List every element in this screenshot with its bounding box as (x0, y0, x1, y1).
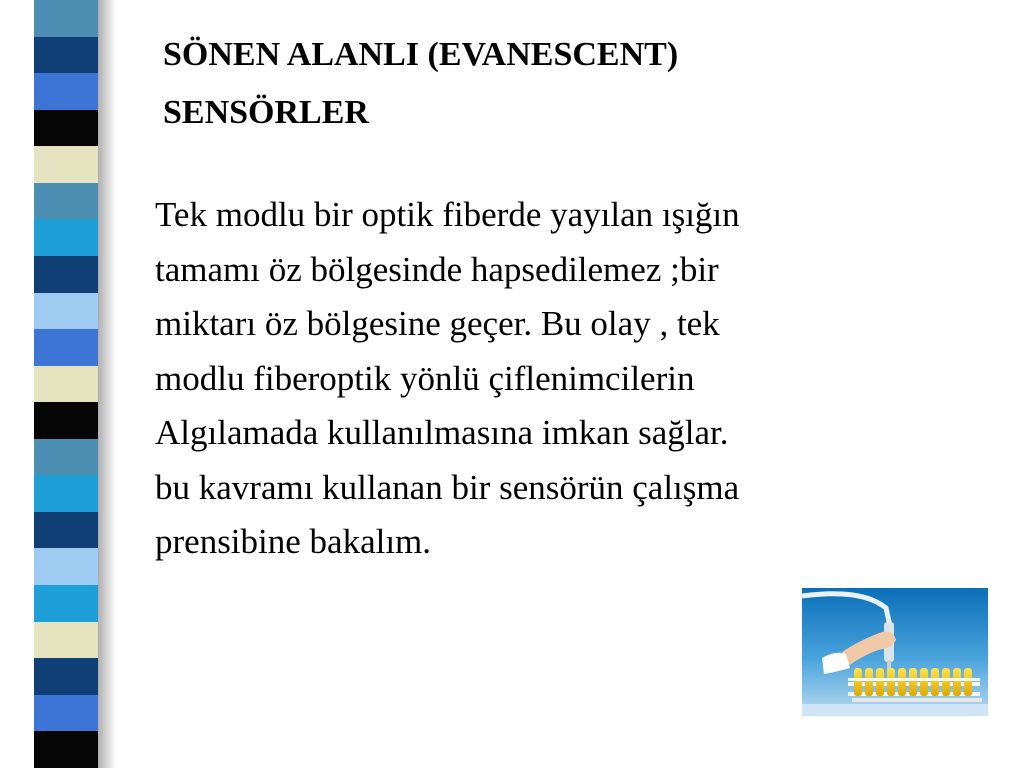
lab-pipette-test-tubes-photo (802, 588, 988, 716)
body-line: tamamı öz bölgesinde hapsedilemez ;bir (155, 249, 719, 289)
title-line-1: SÖNEN ALANLI (EVANESCENT) (163, 36, 679, 73)
title-line-2: SENSÖRLER (163, 94, 369, 131)
body-line: miktarı öz bölgesine geçer. Bu olay , tek (155, 304, 720, 343)
stripe-segment (34, 146, 98, 183)
body-line: Algılamada kullanılmasına imkan sağlar. (155, 413, 729, 452)
stripe-segment (34, 731, 98, 768)
stripe-segment (34, 366, 98, 403)
stripe-segment (34, 439, 98, 476)
stripe-segment (34, 183, 98, 220)
slide-body (155, 188, 955, 570)
stripe-segment (34, 73, 98, 110)
stripe-segment (34, 293, 98, 330)
stripe-segment (34, 402, 98, 439)
decorative-stripe-bar (34, 0, 98, 768)
stripe-segment (34, 695, 98, 732)
stripe-segment (34, 512, 98, 549)
photo-illustration (802, 588, 988, 716)
body-line: bu kavramı kullanan bir sensörün çalışma (155, 467, 740, 507)
stripe-segment (34, 585, 98, 622)
body-line: modlu fiberoptik yönlü çiflenimcilerin (155, 358, 695, 398)
stripe-segment (34, 110, 98, 147)
stripe-shadow (98, 0, 116, 768)
stripe-segment (34, 475, 98, 512)
body-line: Tek modlu bir optik fiberde yayılan ışığın (155, 195, 740, 234)
body-line: prensibine bakalım. (155, 522, 432, 561)
stripe-segment (34, 658, 98, 695)
stripe-segment (34, 329, 98, 366)
stripe-segment (34, 219, 98, 256)
stripe-segment (34, 548, 98, 585)
stripe-segment (34, 622, 98, 659)
stripe-segment (34, 0, 98, 37)
slide-title (163, 26, 983, 142)
stripe-segment (34, 256, 98, 293)
stripe-segment (34, 37, 98, 74)
